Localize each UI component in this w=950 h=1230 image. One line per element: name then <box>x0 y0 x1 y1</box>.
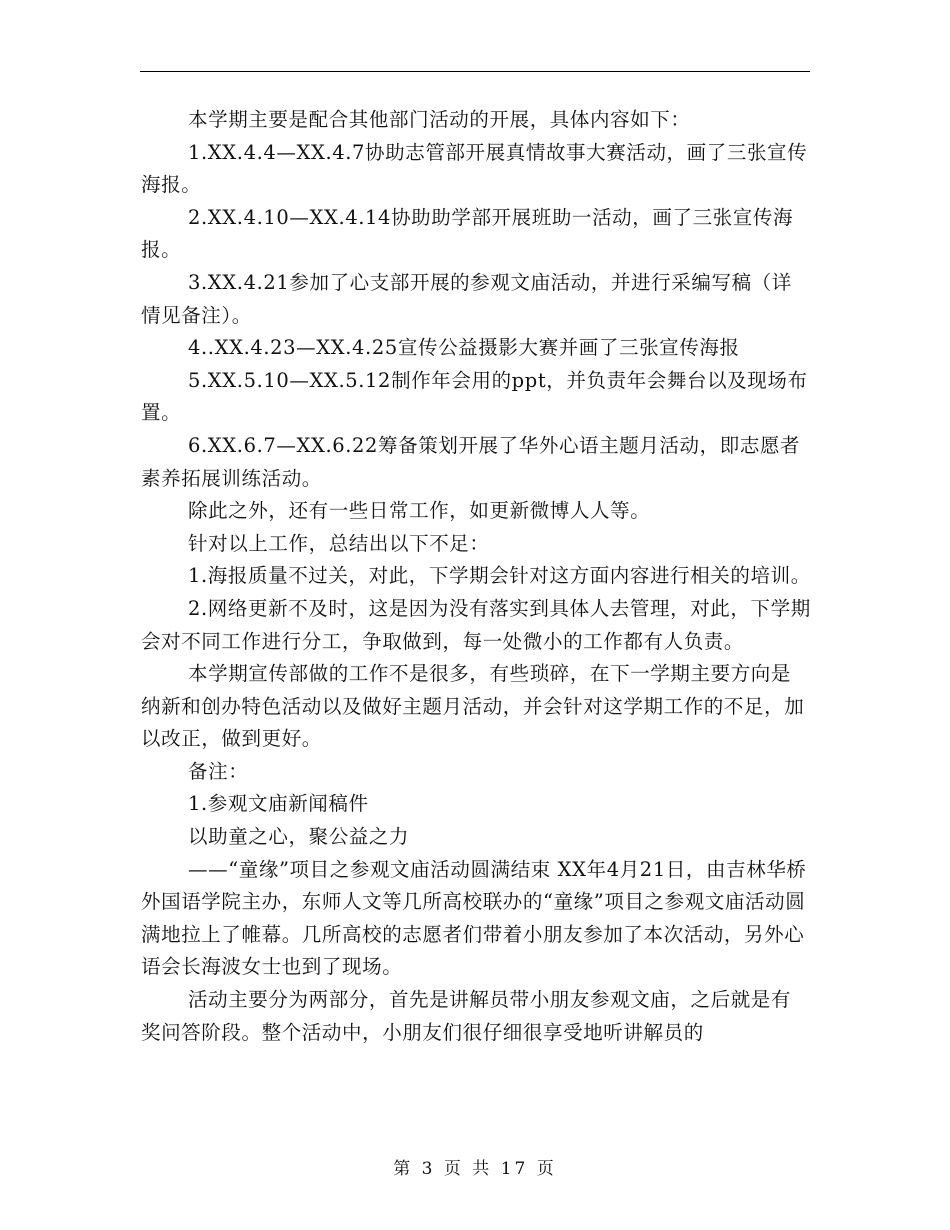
document-body <box>141 104 811 1049</box>
paragraph: 1.海报质量不过关，对此，下学期会针对这方面内容进行相关的培训。 <box>188 564 811 588</box>
paragraph: 3.XX.4.21参加了心支部开展的参观文庙活动，并进行采编写稿（详情见备注）。 <box>141 270 792 327</box>
paragraph: 2.XX.4.10—XX.4.14协助助学部开展班助一活动，画了三张宣传海报。 <box>141 205 794 262</box>
paragraph: 6.XX.6.7—XX.6.22筹备策划开展了华外心语主题月活动，即志愿者素养拓展训练活动。 <box>141 433 801 490</box>
paragraph: 以助童之心，聚公益之力 <box>188 825 410 849</box>
paragraph: 2.网络更新不及时，这是因为没有落实到具体人去管理，对此，下学期会对不同工作进行分工，争取做到，每一处微小的工作都有人负责。 <box>141 596 811 653</box>
paragraph: 本学期宣传部做的工作不是很多，有些琐碎，在下一学期主要方向是纳新和创办特色活动以及做好主题月活动，并会针对这学期工作的不足，加以改正，做到更好。 <box>141 662 805 751</box>
paragraph: 备注： <box>188 759 249 783</box>
paragraph: 1.XX.4.4—XX.4.7协助志管部开展真情故事大赛活动，画了三张宣传海报。 <box>141 140 808 197</box>
paragraph: 4..XX.4.23—XX.4.25宣传公益摄影大赛并画了三张宣传海报 <box>188 336 740 360</box>
paragraph: ——“童缘”项目之参观文庙活动圆满结束 XX年4月21日，由吉林华桥外国语学院主办，东师人文等几所高校联办的“童缘”项目之参观文庙活动圆满地拉上了帷幕。几所高校的志愿者们带着小朋友参加了本次活动，另外心语会长海波女士也到了现场。 <box>141 857 807 979</box>
header-rule <box>140 71 810 72</box>
paragraph: 本学期主要是配合其他部门活动的开展，具体内容如下： <box>188 108 691 131</box>
paragraph: 除此之外，还有一些日常工作，如更新微博人人等。 <box>188 499 651 523</box>
paragraph: 针对以上工作，总结出以下不足： <box>188 531 490 555</box>
page-number-footer: 第 3 页 共 17 页 <box>393 1159 557 1179</box>
paragraph: 5.XX.5.10—XX.5.12制作年会用的ppt，并负责年会舞台以及现场布置。 <box>141 368 808 425</box>
paragraph: 1.参观文庙新闻稿件 <box>188 792 369 816</box>
paragraph: 活动主要分为两部分，首先是讲解员带小朋友参观文庙，之后就是有奖问答阶段。整个活动中，小朋友们很仔细很享受地听讲解员的 <box>141 988 792 1044</box>
